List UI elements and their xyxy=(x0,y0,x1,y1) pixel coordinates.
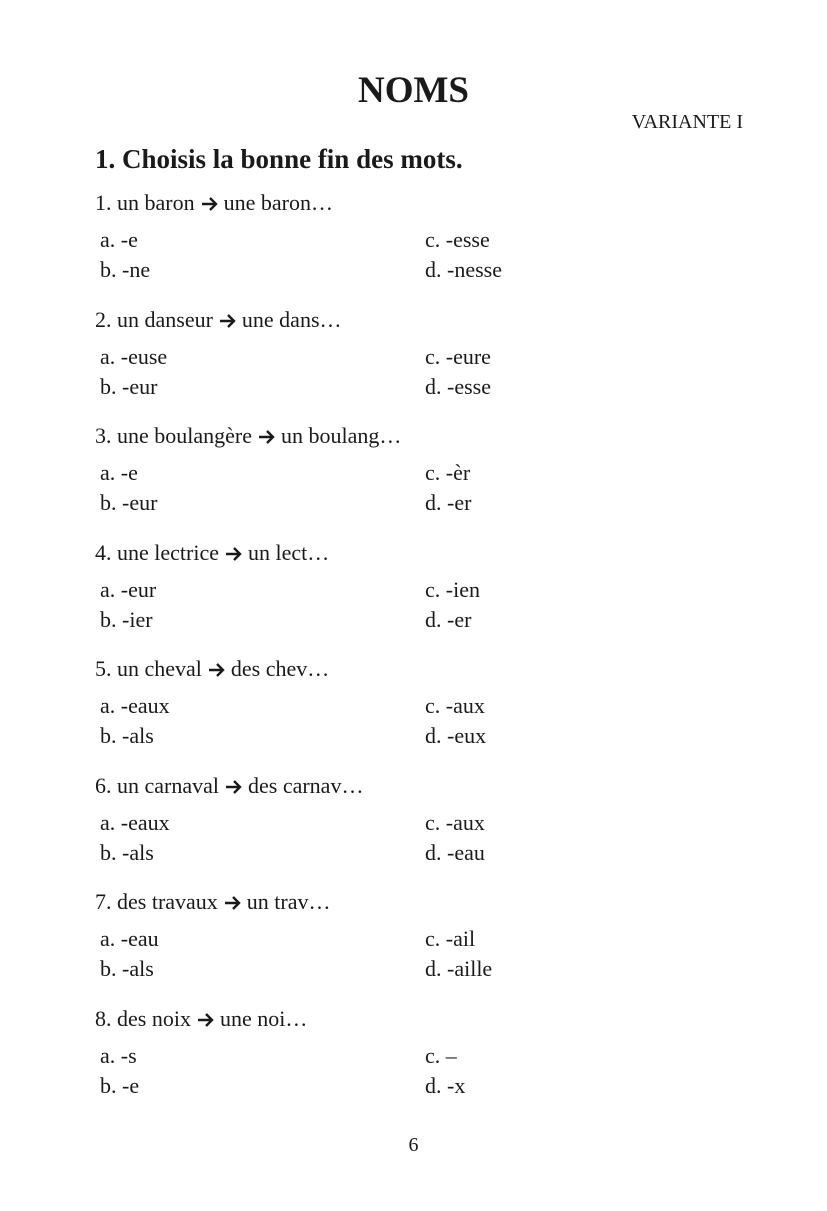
question-prompt xyxy=(95,773,363,799)
question-2 xyxy=(95,307,655,424)
question-1 xyxy=(95,190,655,307)
question-right: un boulang… xyxy=(281,423,402,448)
option-b[interactable]: b. -ne xyxy=(100,257,151,282)
option-d[interactable]: d. -esse xyxy=(425,373,491,399)
right-arrow-icon xyxy=(258,429,276,445)
question-right: un trav… xyxy=(246,889,331,914)
option-b[interactable]: b. -als xyxy=(100,956,154,981)
option-b[interactable]: b. -als xyxy=(100,723,154,748)
option-b[interactable]: b. -e xyxy=(100,1072,140,1098)
option-b[interactable]: b. -eur xyxy=(100,490,158,515)
option-a[interactable]: a. -e xyxy=(100,460,138,485)
option-c[interactable]: c. -ien xyxy=(425,576,480,602)
question-right: une dans… xyxy=(241,306,342,332)
question-right: des chev… xyxy=(230,656,330,681)
question-prompt xyxy=(95,307,342,333)
question-4 xyxy=(95,540,655,657)
question-right: des carnav… xyxy=(248,772,364,798)
question-8 xyxy=(95,1006,655,1123)
question-prompt xyxy=(95,423,401,449)
option-c[interactable]: c. -aux xyxy=(425,809,485,835)
option-a[interactable]: a. -eaux xyxy=(100,809,170,835)
option-a[interactable]: a. -eau xyxy=(100,926,159,951)
option-d[interactable]: d. -eux xyxy=(425,723,487,748)
question-left: 1. un baron xyxy=(95,190,195,215)
option-d[interactable]: d. -eau xyxy=(425,839,485,865)
question-left: 4. une lectrice xyxy=(95,539,219,565)
question-left: 8. des noix xyxy=(95,1005,191,1031)
option-b[interactable]: b. -eur xyxy=(100,373,158,399)
option-c[interactable]: c. -ail xyxy=(425,926,476,951)
right-arrow-icon xyxy=(197,1012,215,1028)
option-b[interactable]: b. -ier xyxy=(100,606,153,632)
option-d[interactable]: d. -er xyxy=(425,606,472,632)
question-right: une noi… xyxy=(219,1005,308,1031)
question-left: 3. une boulangère xyxy=(95,423,252,448)
question-left: 5. un cheval xyxy=(95,656,202,681)
option-c[interactable]: c. -esse xyxy=(425,227,490,252)
question-left: 2. un danseur xyxy=(95,306,213,332)
variant-label: VARIANTE I xyxy=(631,111,743,133)
right-arrow-icon xyxy=(219,313,237,329)
question-6 xyxy=(95,773,655,890)
question-list xyxy=(95,190,655,1122)
question-prompt xyxy=(95,889,331,915)
page-title: NOMS xyxy=(358,70,469,111)
option-c[interactable]: c. -aux xyxy=(425,693,485,718)
question-right: une baron… xyxy=(223,190,333,215)
question-7 xyxy=(95,889,655,1006)
question-prompt xyxy=(95,190,333,216)
page-number: 6 xyxy=(408,1134,419,1156)
question-prompt xyxy=(95,656,329,682)
right-arrow-icon xyxy=(225,779,243,795)
question-3 xyxy=(95,423,655,540)
question-prompt xyxy=(95,540,329,566)
question-left: 7. des travaux xyxy=(95,889,218,914)
option-a[interactable]: a. -eur xyxy=(100,576,157,602)
option-a[interactable]: a. -euse xyxy=(100,343,168,369)
option-c[interactable]: c. -eure xyxy=(425,343,491,369)
option-a[interactable]: a. -s xyxy=(100,1042,137,1068)
question-5 xyxy=(95,656,655,773)
option-a[interactable]: a. -eaux xyxy=(100,693,170,718)
option-d[interactable]: d. -aille xyxy=(425,956,493,981)
right-arrow-icon xyxy=(208,662,226,678)
option-c[interactable]: c. -èr xyxy=(425,460,471,485)
question-prompt xyxy=(95,1006,307,1032)
option-d[interactable]: d. -er xyxy=(425,490,472,515)
option-c[interactable]: c. – xyxy=(425,1042,457,1068)
option-d[interactable]: d. -nesse xyxy=(425,257,502,282)
question-left: 6. un carnaval xyxy=(95,772,219,798)
right-arrow-icon xyxy=(224,895,242,911)
exercise-title: 1. Choisis la bonne fin des mots. xyxy=(95,144,463,174)
option-a[interactable]: a. -e xyxy=(100,227,138,252)
question-right: un lect… xyxy=(248,539,330,565)
right-arrow-icon xyxy=(201,196,219,212)
option-d[interactable]: d. -x xyxy=(425,1072,466,1098)
option-b[interactable]: b. -als xyxy=(100,839,154,865)
right-arrow-icon xyxy=(225,546,243,562)
